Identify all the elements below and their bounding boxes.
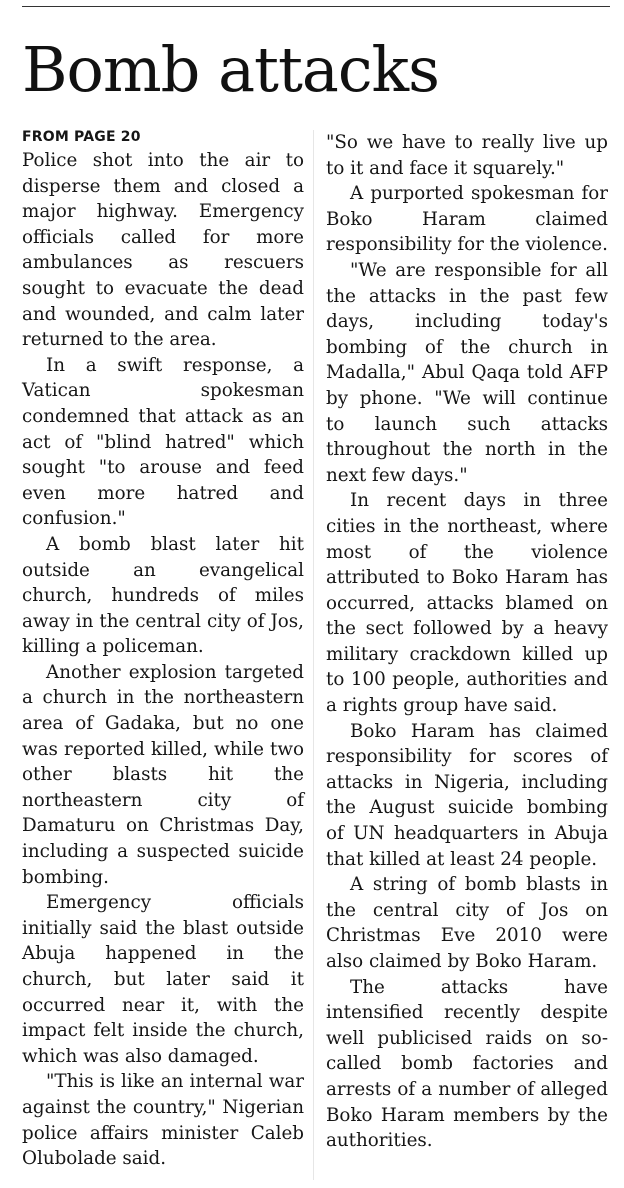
paragraph: Emergency officials initially said the blast outside Abuja happened in the church, but later said it occurred near it, with the impact felt inside the church, which was also damaged. (22, 892, 304, 1067)
paragraph: Boko Haram has claimed responsibility for scores of attacks in Nigeria, including the August suicide bombing of UN headquarters in Abuja that killed at least 24 people. (326, 720, 608, 870)
paragraph: "We are responsible for all the attacks in the past few days, including today's bombing of the church in Madalla," Abul Qaqa told AFP by phone. "We will continue to launch such attacks throughout the north in the next few days." (326, 259, 608, 486)
top-rule (22, 6, 610, 7)
paragraph: A purported spokesman for Boko Haram claimed responsibility for the violence. (326, 183, 608, 256)
paragraph: In a swift response, a Vatican spokesman condemned that attack as an act of "blind hatred" which sought "to arouse and feed even more hatred and confusion." (22, 354, 304, 530)
paragraph: Police shot into the air to disperse them and closed a major highway. Emergency officials called for more ambulances as rescuers sought to evacuate the dead and wounded, and calm later returned to the area. (22, 150, 304, 351)
paragraph: A bomb blast later hit outside an evangelical church, hundreds of miles away in the central city of Jos, killing a policeman. (22, 533, 304, 658)
article-column-left (22, 128, 304, 1172)
paragraph: "This is like an internal war against the country," Nigerian police affairs minister Caleb Olubolade said. (22, 1071, 304, 1170)
paragraph: Another explosion targeted a church in the northeastern area of Gadaka, but no one was reported killed, while two other blasts hit the northeastern city of Damaturu on Christmas Day, including a suspected suicide bombing. (22, 661, 304, 888)
paragraph: "So we have to really live up to it and face it squarely." (326, 132, 608, 179)
continued-from-kicker: FROM PAGE 20 (22, 129, 141, 145)
paragraph: The attacks have intensified recently despite well publicised raids on so-called bomb factories and arrests of a number of alleged Boko Haram members by the authorities. (326, 976, 608, 1152)
paragraph: A string of bomb blasts in the central city of Jos on Christmas Eve 2010 were also claimed by Boko Haram. (326, 874, 608, 972)
headline: Bomb attacks (22, 33, 439, 106)
column-gutter (313, 130, 314, 1180)
article-column-right (326, 130, 608, 1154)
paragraph: In recent days in three cities in the northeast, where most of the violence attributed to Boko Haram has occurred, attacks blamed on the sect followed by a heavy military crackdown killed up to 100 people, authorities and a rights group have said. (326, 490, 608, 717)
